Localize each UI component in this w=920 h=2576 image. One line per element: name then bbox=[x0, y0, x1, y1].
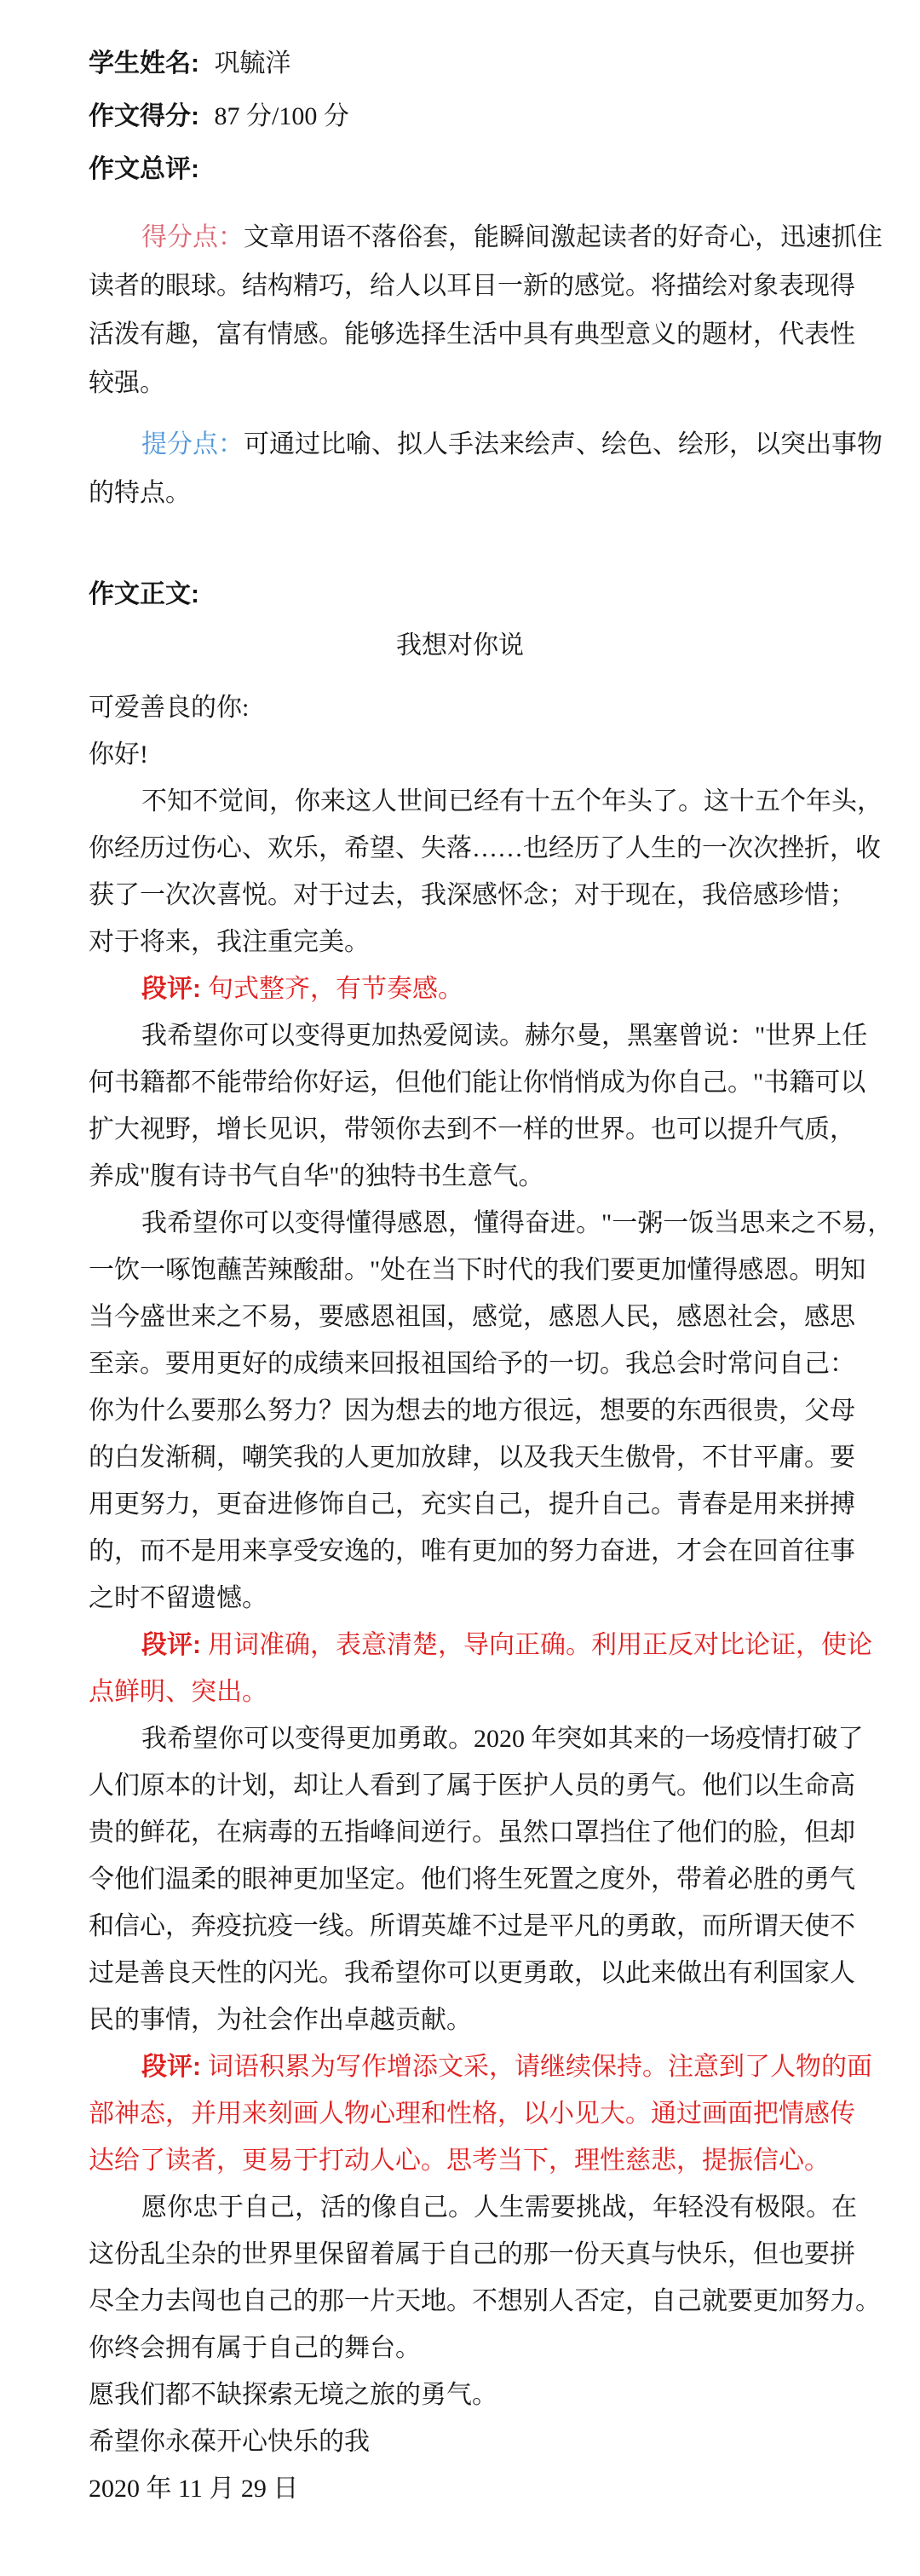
essay-line: 用更努力，更奋进修饰自己，充实自己，提升自己。青春是用来拼搏 bbox=[89, 1490, 855, 1519]
essay-paragraph bbox=[89, 731, 911, 778]
essay-title: 我想对你说 bbox=[396, 631, 524, 660]
improvement-points-label: 提分点： bbox=[141, 430, 244, 458]
comment-line: 达给了读者，更易于打动人心。思考当下，理性慈悲，提振信心。 bbox=[89, 2147, 830, 2175]
essay-line: 一饮一啄饱蘸苦辣酸甜。"处在当下时代的我们要更加懂得感恩。明知 bbox=[89, 1256, 866, 1284]
essay-line: 的白发渐稠，嘲笑我的人更加放肆，以及我天生傲骨，不甘平庸。要 bbox=[89, 1444, 855, 1472]
essay-line: 的，而不是用来享受安逸的，唯有更加的努力奋进，才会在回首往事 bbox=[89, 1537, 855, 1565]
essay-line: 希望你永葆开心快乐的我 bbox=[89, 2428, 370, 2456]
essay-line: 尽全力去闯也自己的那一片天地。不想别人否定，自己就要更加努力。 bbox=[89, 2287, 881, 2315]
essay-line: 养成"腹有诗书气自华"的独特书生意气。 bbox=[89, 1162, 544, 1190]
student-name-label: 学生姓名: bbox=[89, 49, 199, 78]
essay-line: 之时不留遗憾。 bbox=[89, 1584, 267, 1612]
essay-body bbox=[89, 684, 911, 2512]
essay-paragraph bbox=[89, 1012, 911, 1200]
paragraph-comment bbox=[89, 1622, 911, 1715]
essay-line: 不知不觉间，你来这人世间已经有十五个年头了。这十五个年头， bbox=[141, 787, 883, 815]
essay-line: 我希望你可以变得更加热爱阅读。赫尔曼，黑塞曾说："世界上任 bbox=[141, 1022, 868, 1050]
essay-line: 你终会拥有属于自己的舞台。 bbox=[89, 2334, 421, 2362]
essay-line: 民的事情，为社会作出卓越贡献。 bbox=[89, 2006, 472, 2034]
comment-line: 段评: 词语积累为写作增添文采，请继续保持。注意到了人物的面 bbox=[141, 2053, 872, 2081]
essay-paragraph bbox=[89, 2465, 911, 2512]
essay-body-label: 作文正文: bbox=[89, 580, 199, 608]
essay-line: 我希望你可以变得更加勇敢。2020 年突如其来的一场疫情打破了 bbox=[141, 1725, 864, 1753]
essay-paragraph bbox=[89, 1200, 911, 1622]
comment-label: 段评: bbox=[141, 2053, 201, 2081]
overall-comment-section bbox=[89, 213, 911, 517]
comment-line: 段评: 句式整齐，有节奏感。 bbox=[141, 975, 463, 1003]
essay-line: 对于将来，我注重完美。 bbox=[89, 928, 370, 956]
essay-line: 当今盛世来之不易，要感恩祖国，感觉，感恩人民，感恩社会，感思 bbox=[89, 1303, 855, 1331]
comment-label: 段评: bbox=[141, 975, 201, 1003]
essay-line: 你经历过伤心、欢乐，希望、失落……也经历了人生的一次次挫折，收 bbox=[89, 834, 881, 862]
overall-line: 较强。 bbox=[89, 369, 165, 397]
essay-paragraph bbox=[89, 2371, 911, 2418]
essay-line: 何书籍都不能带给你好运，但他们能让你悄悄成为你自己。"书籍可以 bbox=[89, 1069, 866, 1097]
essay-line: 获了一次次喜悦。对于过去，我深感怀念；对于现在，我倍感珍惜； bbox=[89, 881, 855, 909]
essay-score-row bbox=[89, 104, 911, 130]
essay-line: 和信心，奔疫抗疫一线。所谓英雄不过是平凡的勇敢，而所谓天使不 bbox=[89, 1912, 855, 1940]
essay-line: 贵的鲜花，在病毒的五指峰间逆行。虽然口罩挡住了他们的脸，但却 bbox=[89, 1818, 855, 1847]
essay-paragraph bbox=[89, 2184, 911, 2371]
essay-paragraph bbox=[89, 684, 911, 731]
overall-line: 读者的眼球。结构精巧，给人以耳目一新的感觉。将描绘对象表现得 bbox=[89, 272, 855, 300]
overall-line: 活泼有趣，富有情感。能够选择生活中具有典型意义的题材，代表性 bbox=[89, 320, 855, 349]
essay-line: 2020 年 11 月 29 日 bbox=[89, 2475, 299, 2503]
overall-line: 提分点：可通过比喻、拟人手法来绘声、绘色、绘形，以突出事物 bbox=[141, 430, 883, 458]
comment-line: 点鲜明、突出。 bbox=[89, 1678, 267, 1706]
scoring-points-block bbox=[89, 213, 911, 407]
essay-paragraph bbox=[89, 2418, 911, 2465]
essay-line: 令他们温柔的眼神更加坚定。他们将生死置之度外，带着必胜的勇气 bbox=[89, 1865, 855, 1893]
comment-label: 段评: bbox=[141, 1631, 201, 1659]
essay-line: 你为什么要那么努力？因为想去的地方很远，想要的东西很贵，父母 bbox=[89, 1397, 855, 1425]
essay-line: 这份乱尘杂的世界里保留着属于自己的那一份天真与快乐，但也要拼 bbox=[89, 2240, 855, 2268]
essay-paragraph bbox=[89, 778, 911, 965]
essay-line: 可爱善良的你: bbox=[89, 694, 250, 722]
essay-line: 你好! bbox=[89, 741, 148, 769]
overall-comment-row bbox=[89, 157, 911, 182]
student-name-value: 巩毓洋 bbox=[214, 49, 291, 78]
essay-line: 人们原本的计划，却让人看到了属于医护人员的勇气。他们以生命高 bbox=[89, 1772, 855, 1800]
improvement-points-block bbox=[89, 420, 911, 517]
essay-line: 至亲。要用更好的成绩来回报祖国给予的一切。我总会时常问自己： bbox=[89, 1350, 855, 1378]
scoring-points-label: 得分点： bbox=[141, 223, 244, 251]
paragraph-comment bbox=[89, 965, 911, 1012]
essay-score-value: 87 分/100 分 bbox=[214, 102, 349, 130]
essay-line: 扩大视野，增长见识，带领你去到不一样的世界。也可以提升气质， bbox=[89, 1115, 855, 1144]
essay-line: 愿我们都不缺探索无境之旅的勇气。 bbox=[89, 2381, 497, 2409]
paragraph-comment bbox=[89, 2043, 911, 2184]
overall-comment-label: 作文总评: bbox=[89, 155, 199, 183]
essay-line: 愿你忠于自己，活的像自己。人生需要挑战，年轻没有极限。在 bbox=[141, 2193, 857, 2222]
essay-score-label: 作文得分: bbox=[89, 102, 199, 130]
essay-paragraph bbox=[89, 1715, 911, 2043]
essay-line: 我希望你可以变得懂得感恩，懂得奋进。"一粥一饭当思来之不易， bbox=[141, 1209, 894, 1237]
comment-line: 段评: 用词准确，表意清楚，导向正确。利用正反对比论证，使论 bbox=[141, 1631, 872, 1659]
comment-line: 部神态，并用来刻画人物心理和性格，以小见大。通过画面把情感传 bbox=[89, 2100, 855, 2128]
overall-line: 的特点。 bbox=[89, 479, 191, 507]
overall-line: 得分点：文章用语不落俗套，能瞬间激起读者的好奇心，迅速抓住 bbox=[141, 223, 883, 251]
essay-line: 过是善良天性的闪光。我希望你可以更勇敢，以此来做出有利国家人 bbox=[89, 1959, 855, 1987]
student-name-row bbox=[89, 51, 911, 77]
